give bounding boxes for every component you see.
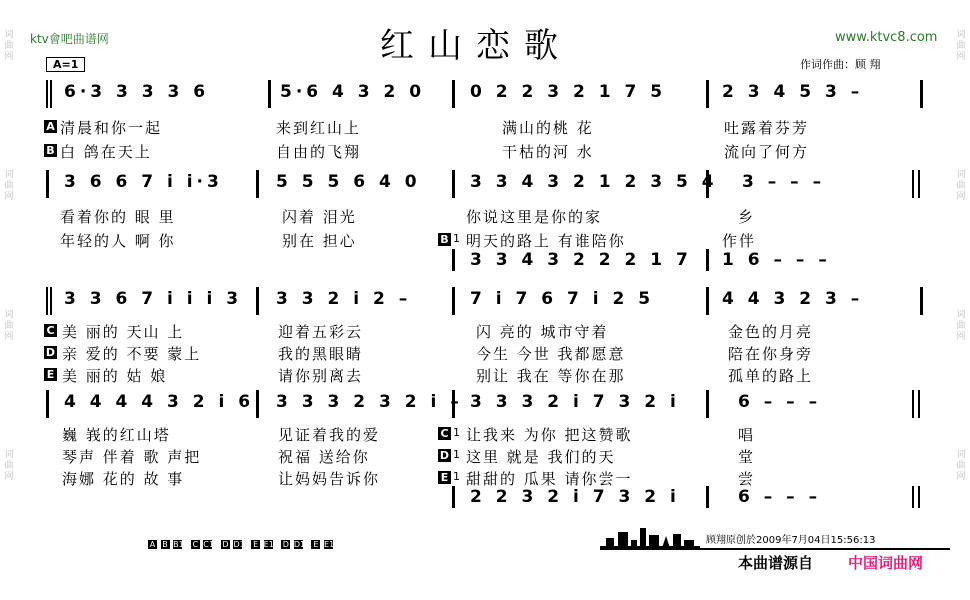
notes-measure: 2 3 4 5 3 – (722, 82, 864, 102)
lyric-line: 迎着五彩云 (278, 323, 364, 341)
alt-ending-label: 1 (453, 470, 460, 483)
side-watermark-left: 词曲网 (4, 310, 14, 342)
lyric-line: 请你别离去 (278, 367, 364, 385)
notes-measure: 3 3 3 2 i 7 3 2 i (470, 392, 680, 412)
notes-measure: 5·6 4 3 2 0 (280, 82, 426, 102)
site-name-left[interactable]: ktv會吧曲谱网 (30, 32, 109, 46)
notes-measure: 4 4 3 2 3 – (722, 289, 864, 309)
notes-measure: 4 4 4 4 3 2 i 6 (64, 392, 255, 412)
lyric-line: 金色的月亮 (728, 323, 814, 341)
verse-badge: E (44, 368, 57, 381)
notes-measure: 3 3 4 3 2 1 2 3 5 4 (470, 172, 718, 192)
site-name-right[interactable]: www.ktvc8.com (835, 30, 938, 45)
lyric-line: 自由的飞翔 (276, 143, 362, 161)
lyric-line: 亲 爱的 不要 蒙上 (62, 345, 202, 363)
lyric-line: 尝 (738, 470, 756, 488)
lyric-line: 看着你的 眼 里 (60, 208, 176, 226)
lyric-line: 流向了何方 (724, 143, 810, 161)
side-watermark-right: 词曲网 (956, 310, 966, 342)
lyric-line: 清晨和你一起 (60, 119, 163, 137)
order-item: B1 (173, 540, 184, 549)
lyric-line: 海娜 花的 故 事 (62, 470, 185, 488)
alt-ending-label: 1 (453, 426, 460, 439)
notes-measure: 3 – – – (742, 172, 826, 192)
lyric-line: 干枯的河 水 (502, 143, 594, 161)
lyric-line: 陪在你身旁 (728, 345, 814, 363)
order-item: E1 (324, 540, 335, 549)
lyric-line: 甜甜的 瓜果 请你尝一 (466, 470, 633, 488)
footer-divider (600, 548, 950, 550)
order-item: D (282, 540, 289, 549)
lyric-line: 吐露着芬芳 (724, 119, 810, 137)
lyric-line: 白 鸽在天上 (60, 143, 152, 161)
verse-badge: E (438, 471, 451, 484)
notes-measure: 3 6 6 7 i i·3 (64, 172, 223, 192)
lyric-line: 闪 亮的 城市守着 (476, 323, 609, 341)
lyric-line: 乡 (738, 208, 756, 226)
order-item: C1 (203, 540, 214, 549)
lyric-line: 让妈妈告诉你 (278, 470, 381, 488)
verse-badge: B (438, 233, 451, 246)
notes-measure: 3 3 6 7 i i i 3 (64, 289, 243, 309)
key-signature: A=1 (46, 57, 85, 72)
lyric-line: 巍 峩的红山塔 (62, 426, 171, 444)
verse-badge: D (45, 346, 56, 359)
order-item: D1 (233, 540, 245, 549)
source-site-link[interactable]: 中国词曲网 (848, 554, 924, 572)
lyric-line: 见证着我的爱 (278, 426, 381, 444)
alt-notes: 1 6 – – – (722, 250, 831, 270)
lyric-line: 孤单的路上 (728, 367, 814, 385)
notes-measure: 6·3 3 3 3 6 (64, 82, 210, 102)
side-watermark-right: 词曲网 (956, 30, 966, 62)
lyric-line: 别让 我在 等你在那 (476, 367, 626, 385)
lyric-line: 让我来 为你 把这赞歌 (466, 426, 633, 444)
notes-measure: 5 5 5 6 4 0 (276, 172, 421, 192)
lyric-line: 明天的路上 有谁陪你 (466, 232, 626, 250)
verse-badge: A (44, 120, 57, 133)
alt-notes: 3 3 4 3 2 2 2 1 7 (470, 250, 692, 270)
source-label: 本曲谱源自 (738, 554, 814, 572)
side-watermark-right: 词曲网 (956, 170, 966, 202)
verse-badge: C (438, 427, 451, 440)
lyric-line: 满山的桃 花 (502, 119, 594, 137)
notes-measure: 0 2 2 3 2 1 7 5 (470, 82, 667, 102)
credits: 作词作曲：顾 翔 (800, 58, 881, 71)
play-order (148, 540, 334, 549)
lyric-line: 我的黑眼睛 (278, 345, 364, 363)
verse-badge: B (44, 144, 57, 157)
lyric-line: 这里 就是 我们的天 (466, 448, 616, 466)
alt-notes: 6 – – – (738, 487, 822, 507)
order-item: E (313, 540, 319, 549)
lyric-line: 唱 (738, 426, 756, 444)
lyric-line: 来到红山上 (276, 119, 362, 137)
lyric-line: 美 丽的 姑 娘 (62, 367, 168, 385)
notes-measure: 6 – – – (738, 392, 822, 412)
alt-notes: 2 2 3 2 i 7 3 2 i (470, 487, 680, 507)
lyric-line: 你说这里是你的家 (466, 208, 603, 226)
page-title: 红山恋歌 (380, 26, 572, 66)
lyric-line: 堂 (738, 448, 756, 466)
verse-badge: D (439, 449, 450, 462)
city-skyline-icon (600, 520, 700, 550)
side-watermark-left: 词曲网 (4, 450, 14, 482)
order-item: E (253, 540, 259, 549)
lyric-line: 琴声 伴着 歌 声把 (62, 448, 202, 466)
order-item: D (222, 540, 229, 549)
verse-badge: C (44, 324, 57, 337)
order-item: A (149, 540, 156, 549)
side-watermark-left: 词曲网 (4, 170, 14, 202)
alt-ending-label: 1 (453, 448, 460, 461)
lyric-line: 别在 担心 (282, 232, 357, 250)
side-watermark-left: 词曲网 (4, 30, 14, 62)
copyright-line: 顾翔原创於2009年7月04日15:56:13 (706, 535, 876, 546)
order-item: D1 (293, 540, 306, 549)
notes-measure: 7 i 7 6 7 i 2 5 (470, 289, 655, 309)
notes-measure: 3 3 3 2 3 2 i – (276, 392, 463, 412)
side-watermark-right: 词曲网 (956, 450, 966, 482)
lyric-line: 作伴 (722, 232, 757, 250)
order-item: E1 (263, 540, 274, 549)
alt-ending-label: 1 (453, 232, 460, 245)
lyric-line: 今生 今世 我都愿意 (476, 345, 626, 363)
order-item: B (162, 540, 168, 549)
notes-measure: 3 3 2 i 2 – (276, 289, 412, 309)
lyric-line: 年轻的人 啊 你 (60, 232, 176, 250)
lyric-line: 美 丽的 天山 上 (62, 323, 185, 341)
order-item: C (192, 540, 199, 549)
lyric-line: 闪着 泪光 (282, 208, 357, 226)
lyric-line: 祝福 送给你 (278, 448, 370, 466)
